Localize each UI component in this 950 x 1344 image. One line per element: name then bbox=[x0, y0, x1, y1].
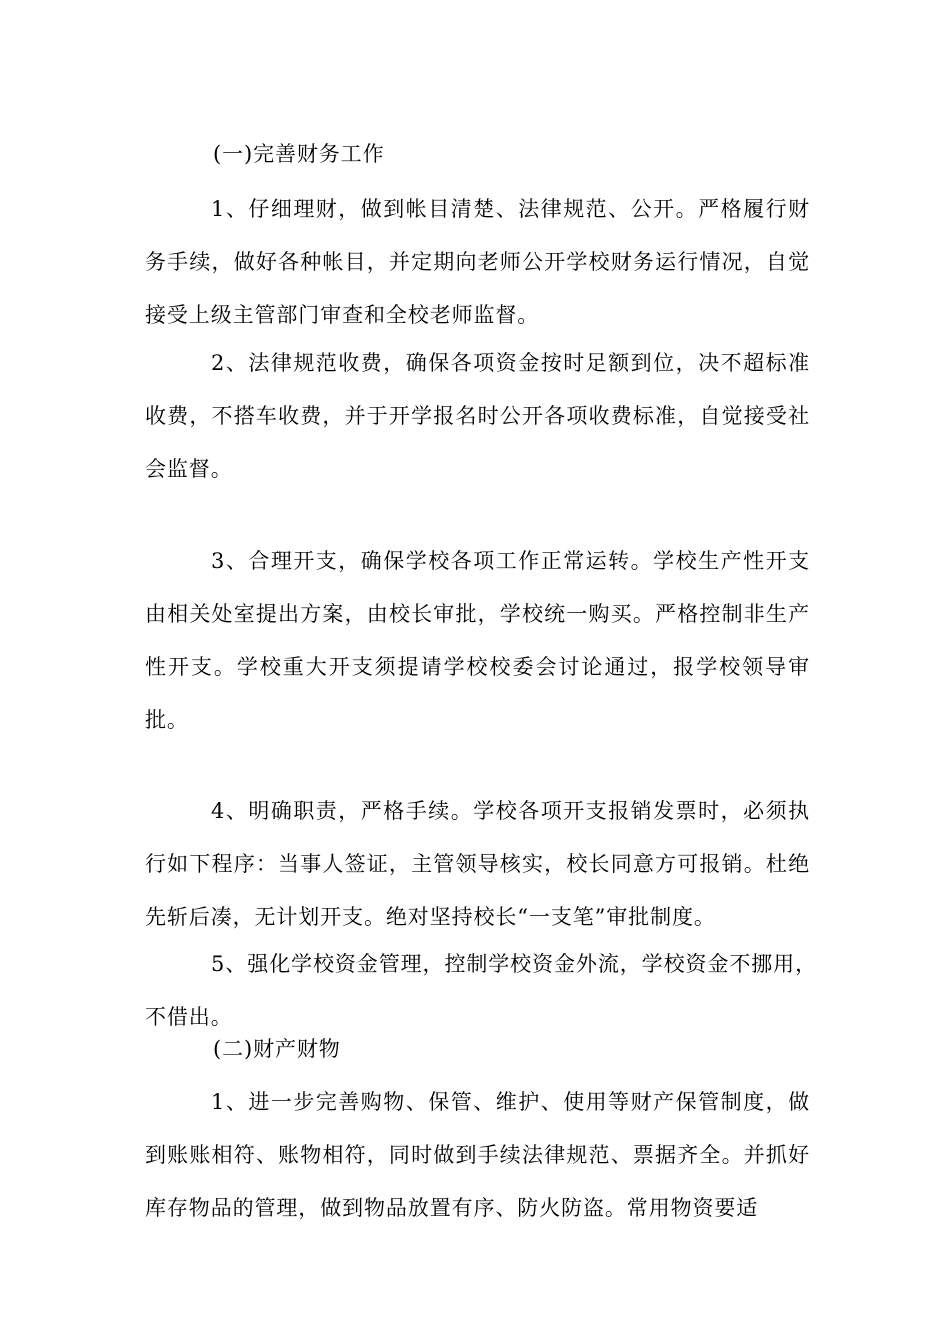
paragraph-1-3 bbox=[145, 535, 810, 747]
paragraph-text: 3、合理开支，确保学校各项工作正常运转。学校生产性开支由相关处室提出方案，由校长审批，学校统一购买。严格控制非生产性开支。学校重大开支须提请学校校委会讨论通过，报学校领导审批。 bbox=[145, 549, 810, 732]
paragraph-2-1 bbox=[145, 1076, 810, 1235]
paragraph-1-2 bbox=[145, 337, 810, 496]
paragraph-text: 4、明确职责，严格手续。学校各项开支报销发票时，必须执行如下程序：当事人签证，主管领导核实，校长同意方可报销。杜绝先斩后凑，无计划开支。绝对坚持校长“一支笔”审批制度。 bbox=[145, 799, 810, 929]
paragraph-1-5 bbox=[145, 938, 817, 1044]
paragraph-1-4 bbox=[145, 785, 810, 944]
paragraph-text: 1、仔细理财，做到帐目清楚、法律规范、公开。严格履行财务手续，做好各种帐目，并定期向老师公开学校财务运行情况，自觉接受上级主管部门审查和全校老师监督。 bbox=[145, 197, 810, 327]
paragraph-text: 1、进一步完善购物、保管、维护、使用等财产保管制度，做到账账相符、账物相符，同时做到手续法律规范、票据齐全。并抓好库存物品的管理，做到物品放置有序、防火防盗。常用物资要适 bbox=[145, 1090, 810, 1220]
paragraph-text: 5、强化学校资金管理，控制学校资金外流，学校资金不挪用，不借出。 bbox=[145, 952, 817, 1029]
section-heading-2: (二)财产财物 bbox=[213, 1037, 341, 1061]
section-heading-1: (一)完善财务工作 bbox=[213, 142, 385, 166]
paragraph-1-1 bbox=[145, 183, 810, 342]
paragraph-text: 2、法律规范收费，确保各项资金按时足额到位，决不超标准收费，不搭车收费，并于开学报名时公开各项收费标准，自觉接受社会监督。 bbox=[145, 351, 810, 481]
